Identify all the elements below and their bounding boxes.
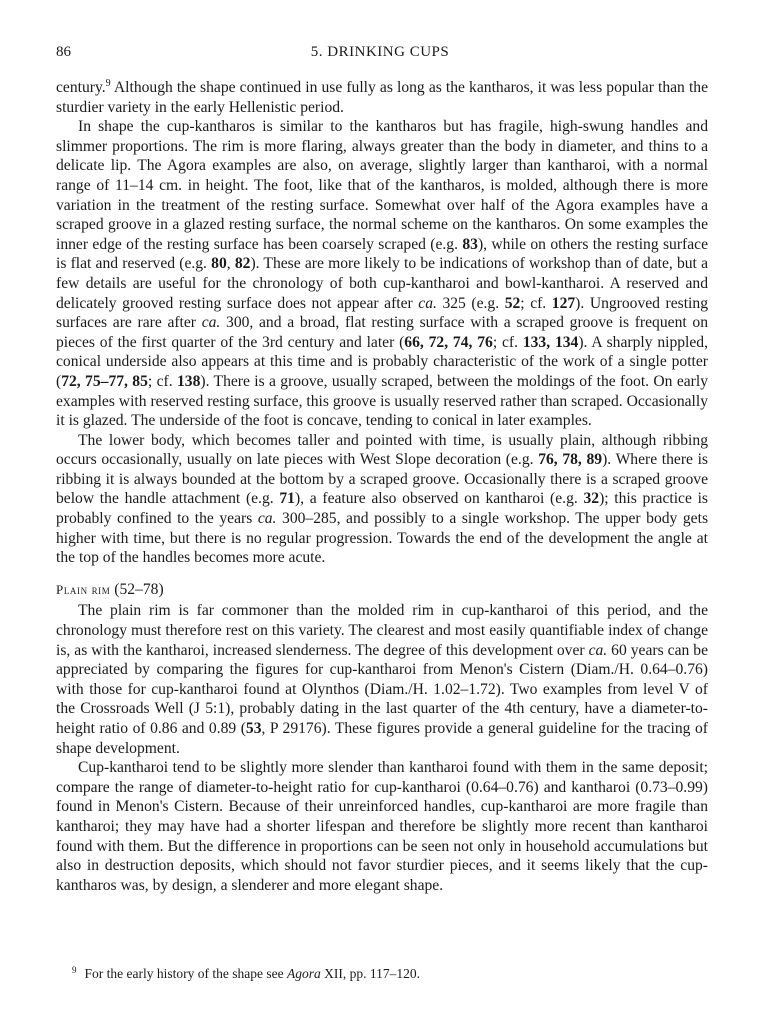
paragraph-p1: [56, 78, 708, 117]
text-run: 60 years can be appreciated by comparing the figures for cup-kantharoi from Menon's Cistern (Diam./H. 0.64–0.76) with those for cup-kantharoi found at Olynthos (Diam./H. 1.02–1.72). Two examples from level V of the Crossroads Well (J 5:1), probably dating in the last quarter of the 4th century, have a diameter-to-height ratio of 0.86 and 0.89 (: [56, 641, 708, 737]
footnote: [72, 965, 692, 982]
text-run: ca.: [588, 641, 608, 659]
footnote-text-after: XII, pp. 117–120.: [320, 966, 420, 981]
running-head: 5. DRINKING CUPS: [310, 44, 450, 60]
text-run: ,: [226, 255, 235, 273]
text-run: ; cf.: [147, 372, 177, 390]
catalog-ref: 72, 75–77, 85: [61, 372, 148, 390]
footnote-ref: 9: [105, 77, 111, 89]
text-run: ). These are more likely to be indications of workshop than of date, but a few details are useful for the chronology of both cup-kantharoi and bowl-kantharoi. A reserved and delicately grooved resting surface does not appear after: [56, 255, 708, 312]
text-run: ). Ungrooved resting surfaces are rare after: [56, 294, 708, 332]
footnote-italic: Agora: [286, 966, 321, 981]
catalog-ref: 83: [462, 235, 478, 253]
text-run: ). Where there is ribbing it is always bounded at the bottom by a scraped groove. Occasionally there is a scraped groove below the handle attachment (e.g.: [56, 451, 709, 508]
body-text: [56, 78, 708, 895]
page-number: 86: [56, 44, 71, 60]
text-run: The plain rim is far commoner than the molded rim in cup-kantharoi of this period, and the chronology must therefore rest on this variety. The clearest and most easily quantifiable index of change is, as with the kantharoi, increased slenderness. The degree of this development over: [56, 602, 708, 659]
text-run: ). A sharply nippled, conical underside also appears at this time and is probably characteristic of the work of a single potter (: [56, 333, 708, 390]
text-run: ca.: [257, 510, 277, 528]
text-run: ), while on others the resting surface is flat and reserved (e.g.: [56, 235, 708, 273]
paragraph-p2: [56, 117, 708, 431]
text-run: ). There is a groove, usually scraped, between the moldings of the foot. On early examples with reserved resting surface, this groove is usually reserved rather than scraped. Occasionally it is glazed. The underside of the foot is concave, tending to conical in later examples.: [56, 372, 709, 430]
footnote-text-before: For the early history of the shape see: [84, 966, 287, 981]
text-run: century.: [56, 79, 106, 96]
text-run: 325 (e.g.: [436, 294, 505, 312]
text-run: The lower body, which becomes taller and pointed with time, is usually plain, although ribbing occurs occasionally, usually on late pieces with West Slope decoration (e.g.: [56, 431, 708, 469]
text-run: ; cf.: [520, 294, 552, 312]
catalog-ref: 32: [583, 490, 600, 508]
catalog-ref: 66, 72, 74, 76: [404, 333, 493, 351]
catalog-ref: 82: [234, 255, 251, 273]
text-run: 300, and a broad, flat resting surface with a scraped groove is frequent on pieces of the first quarter of the 3rd century and later (: [56, 314, 708, 351]
paragraph-group-plain-rim: [56, 601, 708, 895]
catalog-ref: 80: [211, 255, 227, 273]
text-run: In shape the cup-kantharos is similar to the kantharos but has fragile, high-swung handles and slimmer proportions. The rim is more flaring, always greater than the body in diameter, and thins to a delicate lip. The Agora examples are also, on average, slightly larger than kantharoi, with a normal range of 11–14 cm. in height. The foot, like that of the kantharos, is molded, although there is more variation in the treatment of the resting surface. Somewhat over half of the Agora examples have a scraped groove in a glazed resting surface, the normal scheme on the kantharos. On some examples the inner edge of the resting surface has been coarsely scraped (e.g.: [56, 118, 708, 253]
catalog-ref: 138: [176, 372, 201, 390]
section-heading-caps: Plain rim: [56, 581, 111, 597]
text-run: ca.: [418, 294, 437, 312]
text-run: ); this practice is probably confined to the years: [56, 490, 708, 528]
section-heading-range: (52–78): [114, 580, 164, 598]
text-run: Although the shape continued in use fully as long as the kantharos, it was less popular than the sturdier variety in the early Hellenistic period.: [56, 79, 708, 116]
text-run: ), a feature also observed on kantharoi (e.g.: [294, 490, 584, 508]
text-run: , P 29176). These figures provide a general guideline for the tracing of shape development.: [56, 720, 708, 757]
text-run: Cup-kantharoi tend to be slightly more slender than kantharoi found with them in the same deposit; compare the range of diameter-to-height ratio for cup-kantharoi (0.64–0.76) and kantharoi (0.73–0.99) found in Menon's Cistern. Because of their unreinforced handles, cup-kantharoi are more fragile than kantharoi; they may have had a shorter lifespan and therefore be slightly more recent than kantharoi found with them. But the difference in proportions can be seen not only in household accumulations but also in destruction deposits, which should not favor sturdier pieces, and it seems likely that the cup-kantharos was, by design, a slenderer and more elegant shape.: [56, 759, 708, 894]
catalog-ref: 53: [245, 720, 262, 737]
text-run: ; cf.: [492, 333, 523, 351]
paragraph-p3: [56, 431, 708, 568]
paragraph-group-intro: [56, 78, 708, 568]
paragraph-p5: [56, 758, 708, 895]
catalog-ref: 76, 78, 89: [538, 451, 603, 469]
page-header: [56, 44, 704, 68]
catalog-ref: 52: [504, 294, 521, 312]
paragraph-p4: [56, 601, 708, 758]
catalog-ref: 127: [551, 294, 576, 312]
footnote-marker: 9: [72, 964, 77, 975]
text-run: ca.: [201, 314, 221, 332]
catalog-ref: 133, 134: [522, 333, 579, 351]
text-run: 300–285, and possibly to a single workshop. The upper body gets higher with time, but there is no regular progression. Towards the end of the development the angle at the top of the handles becomes more acute.: [56, 510, 709, 567]
catalog-ref: 71: [279, 490, 295, 508]
section-heading: [56, 580, 708, 600]
